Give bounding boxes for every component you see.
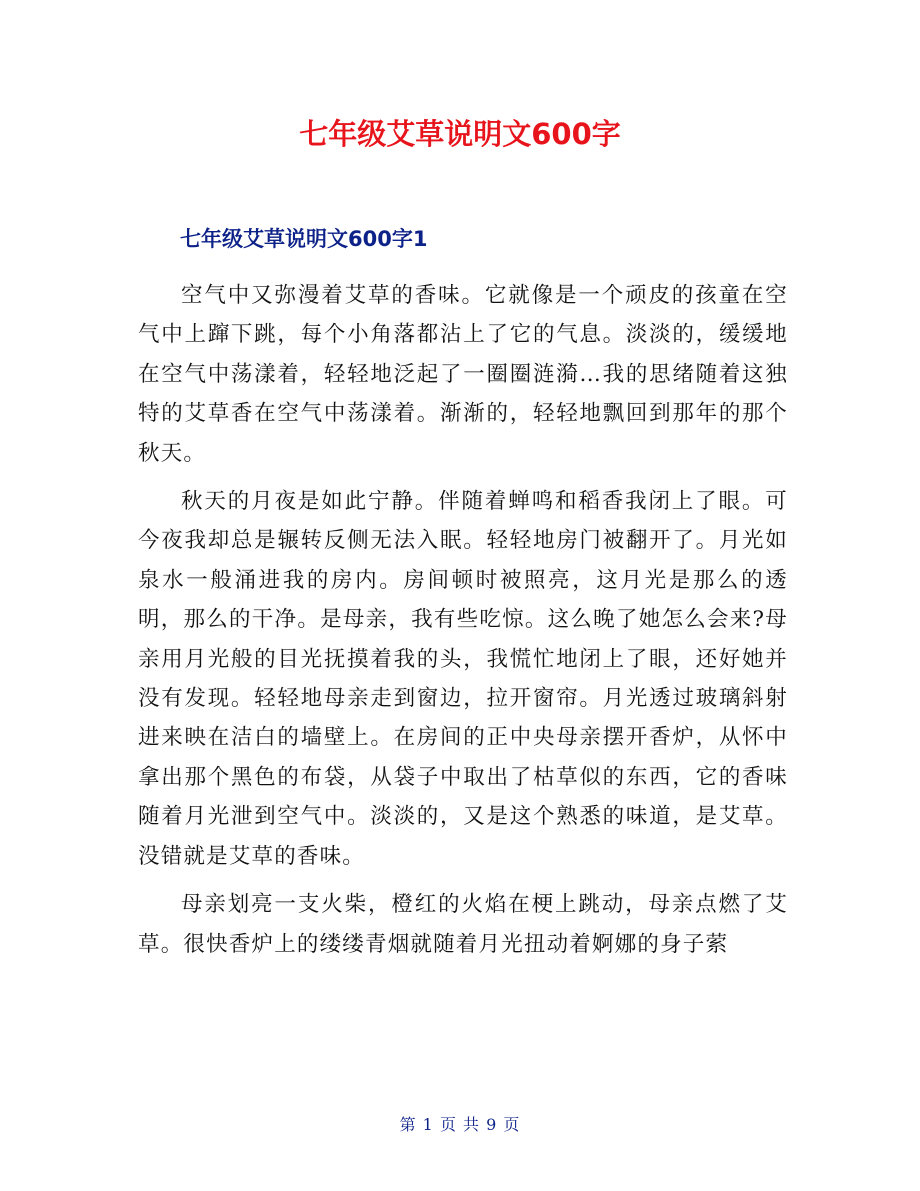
document-title: 七年级艾草说明文600字: [299, 117, 621, 151]
body-text: [138, 276, 788, 964]
paragraph-2: 秋天的月夜是如此宁静。伴随着蝉鸣和稻香我闭上了眼。可今夜我却总是辗转反侧无法入眠。轻轻地房门被翻开了。月光如泉水一般涌进我的房内。房间顿时被照亮，这月光是那么的透明，那么的干净。是母亲，我有些吃惊。这么晚了她怎么会来?母亲用月光般的目光抚摸着我的头，我慌忙地闭上了眼，还好她并没有发现。轻轻地母亲走到窗边，拉开窗帘。月光透过玻璃斜射进来映在洁白的墙壁上。在房间的正中央母亲摆开香炉，从怀中拿出那个黑色的布袋，从袋子中取出了枯草似的东西，它的香味随着月光泄到空气中。淡淡的，又是这个熟悉的味道，是艾草。没错就是艾草的香味。: [138, 489, 788, 869]
page-number-label: 第 1 页 共 9 页: [399, 1115, 521, 1134]
section-heading: 七年级艾草说明文600字1: [180, 227, 428, 251]
paragraph-3: 母亲划亮一支火柴，橙红的火焰在梗上跳动，母亲点燃了艾草。很快香炉上的缕缕青烟就随着月光扭动着婀娜的身子萦: [138, 892, 788, 957]
paragraph-1: 空气中又弥漫着艾草的香味。它就像是一个顽皮的孩童在空气中上蹿下跳，每个小角落都沾上了它的气息。淡淡的，缓缓地在空气中荡漾着，轻轻地泛起了一圈圈涟漪…我的思绪随着这独特的艾草香在空气中荡漾着。渐渐的，轻轻地飘回到那年的那个秋天。: [138, 283, 788, 466]
page-footer: [0, 1114, 920, 1136]
